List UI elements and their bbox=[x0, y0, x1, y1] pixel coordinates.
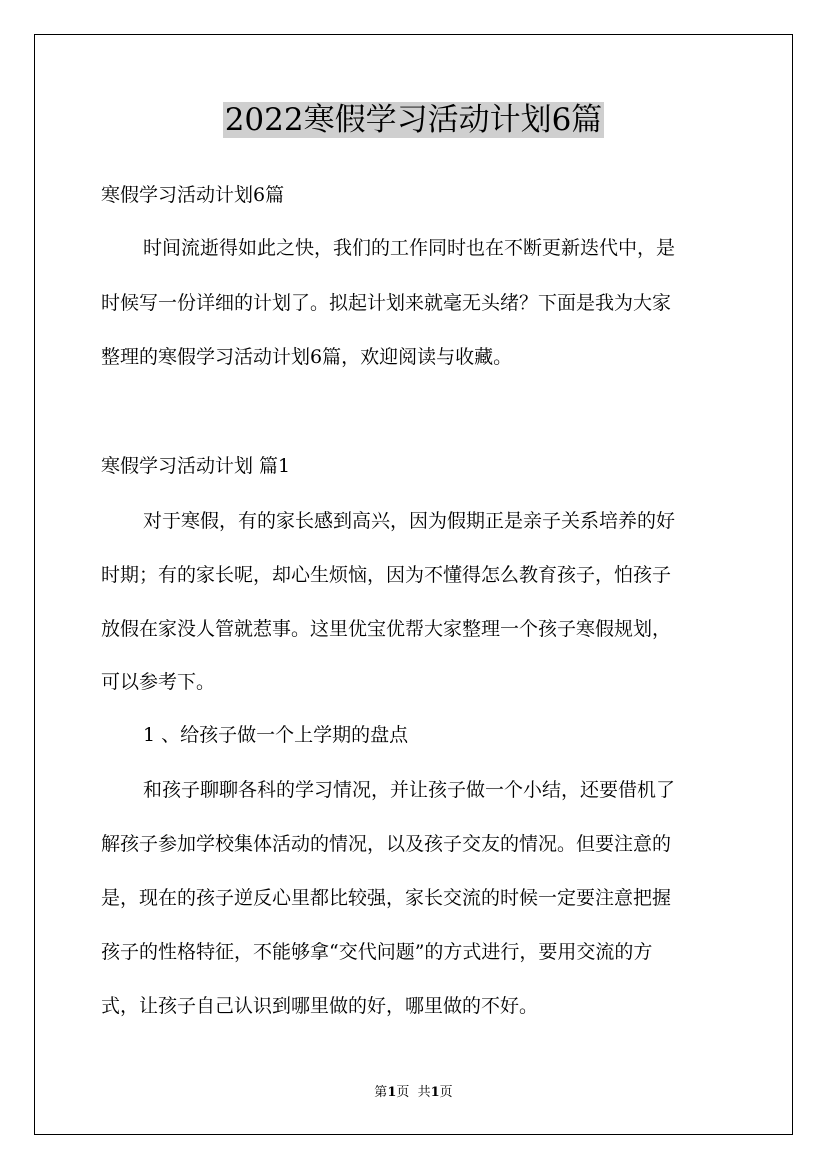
page-label-suffix: 页 bbox=[439, 1085, 453, 1100]
intro-line: 时候写一份详细的计划了。拟起计划来就毫无头绪？下面是我为大家 bbox=[101, 292, 672, 314]
paragraph-line: 放假在家没人管就惹事。这里优宝优帮大家整理一个孩子寒假规划， bbox=[101, 618, 672, 640]
paragraph-line: 是，现在的孩子逆反心里都比较强，家长交流的时候一定要注意把握 bbox=[101, 887, 672, 909]
page-label-mid: 页 共 bbox=[396, 1085, 431, 1100]
list-item-heading: 1 、给孩子做一个上学期的盘点 bbox=[143, 724, 409, 746]
paragraph-line: 和孩子聊聊各科的学习情况，并让孩子做一个小结，还要借机了 bbox=[143, 779, 676, 801]
section-heading: 寒假学习活动计划 篇1 bbox=[101, 455, 291, 477]
paragraph-line: 时期；有的家长呢，却心生烦恼，因为不懂得怎么教育孩子，怕孩子 bbox=[101, 564, 672, 586]
paragraph-line: 解孩子参加学校集体活动的情况，以及孩子交友的情况。但要注意的 bbox=[101, 833, 672, 855]
paragraph-line: 对于寒假，有的家长感到高兴，因为假期正是亲子关系培养的好 bbox=[143, 510, 676, 532]
document-title: 2022寒假学习活动计划6篇 bbox=[224, 102, 603, 138]
page-label-prefix: 第 bbox=[374, 1085, 388, 1100]
paragraph-line: 式，让孩子自己认识到哪里做的好，哪里做的不好。 bbox=[101, 995, 539, 1017]
page-total: 1 bbox=[430, 1085, 440, 1100]
intro-line: 时间流逝得如此之快，我们的工作同时也在不断更新迭代中，是 bbox=[143, 237, 676, 259]
paragraph-line: 可以参考下。 bbox=[101, 671, 216, 693]
paragraph-line: 孩子的性格特征，不能够拿“交代问题”的方式进行，要用交流的方 bbox=[101, 941, 653, 963]
intro-line: 整理的寒假学习活动计划6篇，欢迎阅读与收藏。 bbox=[101, 346, 513, 368]
page-current: 1 bbox=[387, 1085, 397, 1100]
document-subtitle: 寒假学习活动计划6篇 bbox=[101, 184, 285, 206]
page-footer bbox=[0, 1084, 827, 1102]
